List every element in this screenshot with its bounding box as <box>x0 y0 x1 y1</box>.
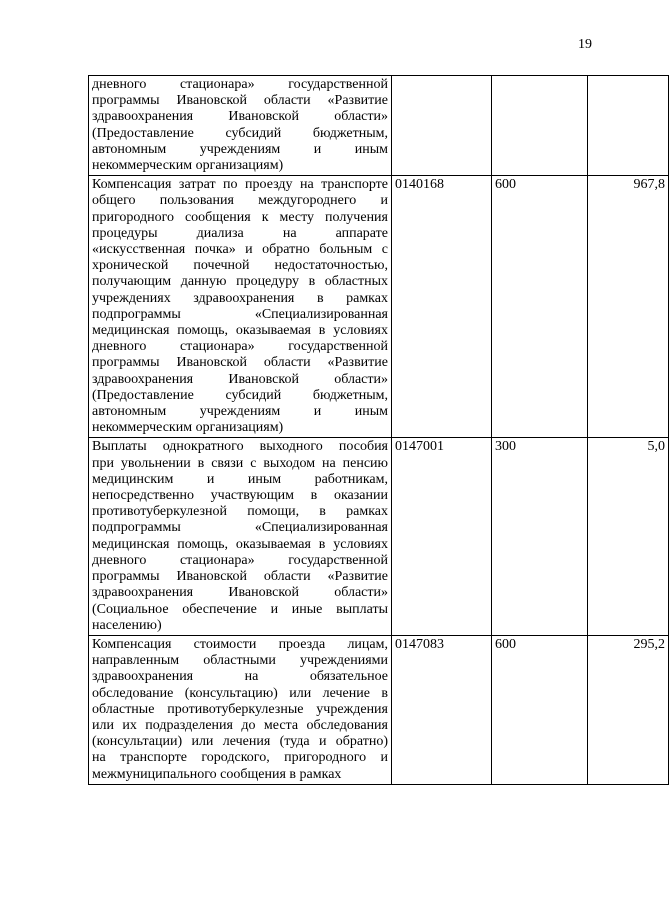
name-line: (Социальное обеспечение и иные выплаты <box>92 601 388 617</box>
amount-value <box>588 76 669 176</box>
name-line: здравоохранения Ивановской области» <box>92 585 388 601</box>
name-line: медицинским и иным работникам, <box>92 471 388 487</box>
name-line: автономным учреждениям и иным <box>92 404 388 420</box>
row-name-cell <box>89 438 392 635</box>
table-row <box>89 635 669 784</box>
name-line: хронической почечной недостаточностью, <box>92 258 388 274</box>
name-line: Компенсация стоимости проезда лицам, <box>92 636 388 652</box>
name-line: направленным областными учреждениями <box>92 653 388 669</box>
name-line: здравоохранения на обязательное <box>92 669 388 685</box>
name-line: дневного стационара» государственной <box>92 77 388 92</box>
row-name-cell <box>89 635 392 784</box>
name-line: получающим данную процедуру в областных <box>92 274 388 290</box>
name-line: (Предоставление субсидий бюджетным, <box>92 387 388 403</box>
table-row <box>89 176 669 438</box>
name-line: Выплаты однократного выходного пособия <box>92 439 388 455</box>
table-row <box>89 76 669 176</box>
name-line: программы Ивановской области «Развитие <box>92 93 388 109</box>
target-article-code <box>392 76 492 176</box>
name-line: некоммерческим организациям) <box>92 420 284 436</box>
name-line: дневного стационара» государственной <box>92 339 388 355</box>
budget-table <box>88 75 669 785</box>
name-line: (Предоставление субсидий бюджетным, <box>92 125 388 141</box>
name-line: здравоохранения Ивановской области» <box>92 109 388 125</box>
name-line: здравоохранения Ивановской области» <box>92 371 388 387</box>
table-body <box>89 76 669 785</box>
expense-type-code: 300 <box>492 438 588 635</box>
name-line: дневного стационара» государственной <box>92 552 388 568</box>
name-line: автономным учреждениям и иным <box>92 141 388 157</box>
name-line: пригородного сообщения к месту получения <box>92 209 388 225</box>
name-line: учреждениях здравоохранения в рамках <box>92 290 388 306</box>
name-line: подпрограммы «Специализированная <box>92 520 388 536</box>
name-line: медицинская помощь, оказываемая в условиях <box>92 536 388 552</box>
table-row <box>89 438 669 635</box>
name-line: противотуберкулезной помощи, в рамках <box>92 504 388 520</box>
name-line: общего пользования междугороднего и <box>92 193 388 209</box>
expense-type-code <box>492 76 588 176</box>
name-line: населению) <box>92 617 162 633</box>
name-line: на транспорте городского, пригородного и <box>92 750 388 766</box>
row-name-cell <box>89 76 392 176</box>
name-line: некоммерческим организациям) <box>92 158 284 174</box>
target-article-code: 0140168 <box>392 176 492 438</box>
name-line: при увольнении в связи с выходом на пенсию <box>92 455 388 471</box>
name-line: процедуры диализа на аппарате <box>92 225 388 241</box>
target-article-code: 0147083 <box>392 635 492 784</box>
name-line: медицинская помощь, оказываемая в условиях <box>92 323 388 339</box>
page-number: 19 <box>578 37 592 52</box>
row-name-cell <box>89 176 392 438</box>
amount-value: 967,8 <box>588 176 669 438</box>
name-line: межмуниципального сообщения в рамках <box>92 766 342 782</box>
name-line: (консультации) или лечения (туда и обратно) <box>92 734 388 750</box>
name-line: подпрограммы «Специализированная <box>92 306 388 322</box>
amount-value: 5,0 <box>588 438 669 635</box>
name-line: обследование (консультацию) или лечение в <box>92 685 388 701</box>
target-article-code: 0147001 <box>392 438 492 635</box>
expense-type-code: 600 <box>492 635 588 784</box>
amount-value: 295,2 <box>588 635 669 784</box>
name-line: Компенсация затрат по проезду на транспорте <box>92 177 388 193</box>
name-line: программы Ивановской области «Развитие <box>92 569 388 585</box>
expense-type-code: 600 <box>492 176 588 438</box>
name-line: или их подразделения до места обследования <box>92 717 388 733</box>
name-line: областные противотуберкулезные учреждения <box>92 701 388 717</box>
name-line: непосредственно участвующим в оказании <box>92 488 388 504</box>
name-line: программы Ивановской области «Развитие <box>92 355 388 371</box>
name-line: «искусственная почка» и обратно больным с <box>92 242 388 258</box>
